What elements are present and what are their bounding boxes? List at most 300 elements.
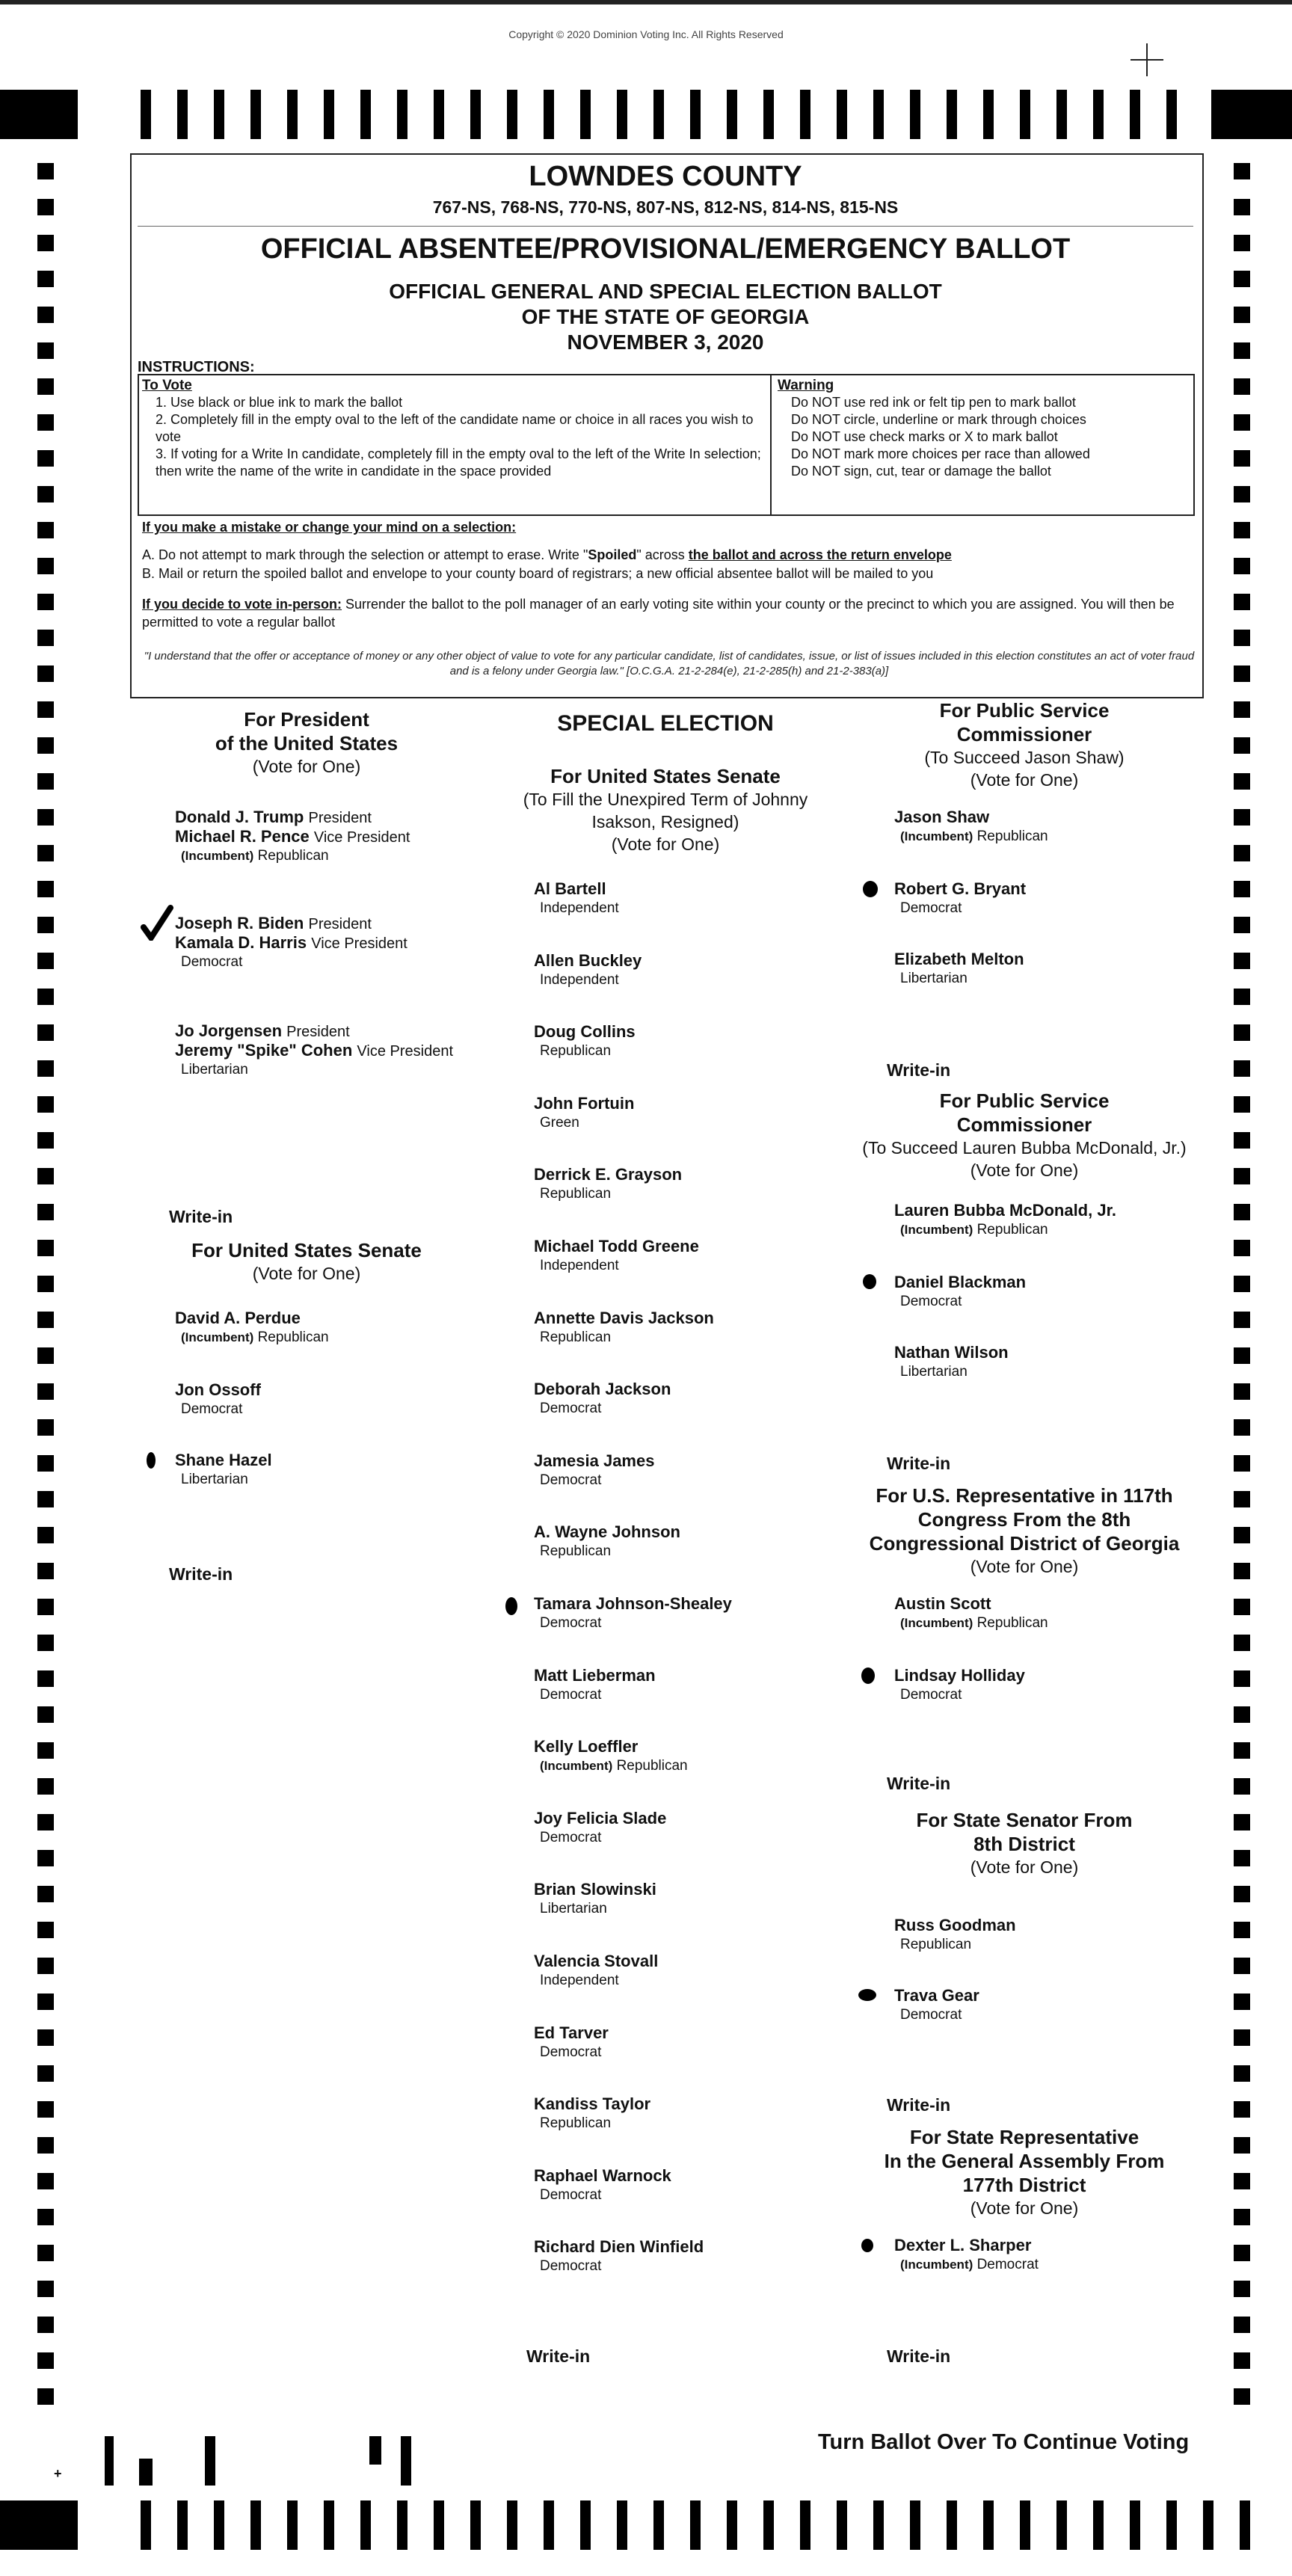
filled-oval-mark-icon (505, 1597, 517, 1615)
timing-bar (1020, 90, 1030, 139)
timing-mark (1234, 953, 1250, 969)
to-vote-step-3: 3. If voting for a Write In candidate, completely fill in the empty oval to the left of the Write In selection; then write the name of the write in candidate in the space provided (156, 446, 761, 479)
candidate-ossoff[interactable] (175, 1380, 261, 1419)
timing-mark (37, 307, 54, 323)
timing-mark (1234, 1922, 1250, 1938)
timing-mark (1234, 1419, 1250, 1436)
timing-mark (37, 1886, 54, 1902)
candidate-special-senate-5[interactable] (534, 1237, 699, 1276)
timing-mark (37, 1024, 54, 1041)
party-name: Republican (976, 1615, 1048, 1631)
candidate-special-senate-2[interactable] (534, 1022, 636, 1061)
writein-psc2[interactable]: Write-in (887, 1454, 951, 1473)
candidate-shaw[interactable] (894, 808, 1048, 846)
writein-psc1[interactable]: Write-in (887, 1060, 951, 1080)
timing-mark (37, 486, 54, 502)
candidate-name: Kelly Loeffler (534, 1737, 639, 1756)
timing-mark (1234, 737, 1250, 754)
timing-mark (1234, 199, 1250, 215)
timing-mark (1234, 845, 1250, 861)
party-name: Republican (976, 829, 1048, 844)
timing-block-left (0, 2500, 78, 2550)
candidate-party: Democrat (900, 1687, 962, 1703)
candidate-special-senate-13[interactable] (534, 1809, 666, 1848)
timing-mark (37, 1850, 54, 1866)
timing-mark (37, 1132, 54, 1149)
candidate-party: Libertarian (900, 971, 968, 986)
timing-mark (1234, 2137, 1250, 2154)
timing-mark (37, 1778, 54, 1795)
state-rep-vote-for: (Vote for One) (970, 2198, 1079, 2218)
timing-mark (1234, 630, 1250, 646)
timing-mark (1234, 2317, 1250, 2333)
timing-bar (690, 2500, 701, 2550)
timing-mark (1234, 1635, 1250, 1651)
timing-mark (1234, 2352, 1250, 2369)
writein-senate[interactable]: Write-in (169, 1564, 233, 1584)
timing-mark (1234, 378, 1250, 395)
incumbent-tag: (Incumbent) (900, 829, 973, 843)
copyright-notice: Copyright © 2020 Dominion Voting Inc. All Rights Reserved (508, 28, 784, 40)
timing-mark (1234, 414, 1250, 431)
timing-mark (37, 1814, 54, 1830)
party-name: Democrat (976, 2257, 1039, 2272)
candidate-special-senate-17[interactable] (534, 2094, 650, 2133)
candidate-trump-pence[interactable] (175, 808, 410, 866)
candidate-president-name (175, 1021, 453, 1041)
timing-bar (837, 2500, 847, 2550)
timing-mark (37, 881, 54, 897)
timing-mark (37, 2245, 54, 2261)
special-election-header (493, 712, 837, 736)
contest-special-senate-header (493, 764, 837, 855)
candidate-biden-harris[interactable] (175, 914, 407, 972)
candidate-role: Vice President (311, 935, 407, 952)
footer-code-bar (205, 2436, 215, 2486)
filled-oval-mark-icon (147, 1452, 156, 1469)
timing-mark (1234, 701, 1250, 718)
timing-mark (37, 1240, 54, 1256)
timing-bar (214, 2500, 224, 2550)
timing-mark (37, 271, 54, 287)
timing-mark (1234, 2388, 1250, 2405)
candidate-scott[interactable] (894, 1594, 1048, 1633)
psc1-vote-for: (Vote for One) (970, 770, 1079, 790)
incumbent-tag: (Incumbent) (181, 849, 254, 863)
candidate-special-senate-8[interactable] (534, 1451, 654, 1490)
psc2-sub: (To Succeed Lauren Bubba McDonald, Jr.) (862, 1138, 1187, 1158)
timing-mark (37, 2137, 54, 2154)
warning-4: Do NOT mark more choices per race than allowed (791, 446, 1090, 461)
election-title-line2: OF THE STATE OF GEORGIA (521, 305, 810, 328)
timing-mark (1234, 1347, 1250, 1364)
mistake-step-a-across: " across (636, 547, 689, 562)
ballot-type-title: OFFICIAL ABSENTEE/PROVISIONAL/EMERGENCY BALLOT (260, 233, 1071, 265)
incumbent-tag: (Incumbent) (900, 2257, 973, 2272)
candidate-party (894, 1614, 1048, 1633)
candidate-name: Ed Tarver (534, 2023, 609, 2042)
timing-mark (37, 235, 54, 251)
timing-mark (37, 845, 54, 861)
candidate-name: A. Wayne Johnson (534, 1522, 680, 1542)
candidate-role: President (308, 810, 372, 826)
candidate-goodman[interactable] (894, 1916, 1016, 1955)
precinct-list: 767-NS, 768-NS, 770-NS, 807-NS, 812-NS, 814-NS, 815-NS (432, 197, 899, 217)
timing-bar (470, 2500, 481, 2550)
bottom-timing-track (0, 2500, 1292, 2550)
timing-bar (324, 2500, 334, 2550)
timing-bar (983, 2500, 994, 2550)
timing-mark (1234, 2065, 1250, 2082)
timing-mark (37, 773, 54, 790)
timing-bar (910, 2500, 920, 2550)
candidate-party: Independent (540, 971, 619, 988)
timing-bar (397, 2500, 407, 2550)
to-vote-instructions (142, 377, 763, 480)
candidate-special-senate-1[interactable] (534, 951, 642, 990)
warning-5: Do NOT sign, cut, tear or damage the ballot (791, 464, 1051, 479)
psc2-title-1: For Public Service (939, 1089, 1110, 1112)
timing-bar (983, 90, 994, 139)
instructions-label: INSTRUCTIONS: (138, 359, 255, 375)
timing-mark (1234, 1670, 1250, 1687)
party-name: Republican (976, 1222, 1048, 1238)
writein-state-senate[interactable]: Write-in (887, 2095, 951, 2115)
candidate-blackman[interactable] (894, 1273, 1026, 1312)
timing-mark (1234, 2281, 1250, 2297)
candidate-party: Democrat (540, 2258, 602, 2275)
candidate-special-senate-12[interactable] (534, 1737, 688, 1776)
timing-mark (1234, 1527, 1250, 1543)
timing-bar (800, 2500, 810, 2550)
writein-congress[interactable]: Write-in (887, 1774, 951, 1793)
timing-mark (1234, 1742, 1250, 1759)
timing-mark (1234, 1060, 1250, 1077)
mistake-step-a-emphasis: the ballot and across the return envelope (688, 547, 952, 562)
timing-bar (360, 90, 371, 139)
candidate-vp-name (175, 1041, 453, 1060)
candidate-special-senate-14[interactable] (534, 1880, 656, 1919)
candidate-name: Elizabeth Melton (894, 950, 1024, 968)
warning-3: Do NOT use check marks or X to mark ballot (791, 429, 1058, 444)
candidate-name: Doug Collins (534, 1022, 636, 1042)
timing-bar (947, 2500, 957, 2550)
candidate-melton[interactable] (894, 950, 1024, 989)
candidate-name: Allen Buckley (534, 950, 642, 970)
candidate-name: Dexter L. Sharper (894, 2236, 1032, 2254)
state-senate-vote-for: (Vote for One) (970, 1857, 1079, 1877)
warning-heading: Warning (778, 378, 834, 393)
president-title-2: of the United States (215, 732, 399, 754)
timing-mark (37, 989, 54, 1005)
candidate-party: Democrat (540, 1686, 602, 1703)
congress-title-3: Congressional District of Georgia (869, 1532, 1180, 1555)
candidate-holliday[interactable] (894, 1666, 1025, 1705)
timing-bar (1093, 2500, 1104, 2550)
special-senate-title: For United States Senate (550, 765, 781, 787)
candidate-name: Jeremy "Spike" Cohen (175, 1041, 353, 1060)
timing-mark (37, 1670, 54, 1687)
candidate-mcdonald[interactable] (894, 1201, 1116, 1240)
filled-oval-mark-icon (861, 1667, 875, 1684)
candidate-special-senate-7[interactable] (534, 1380, 671, 1418)
candidate-name: Daniel Blackman (894, 1273, 1027, 1291)
state-rep-title-1: For State Representative (909, 2126, 1139, 2148)
timing-mark (37, 1958, 54, 1974)
candidate-name: Matt Lieberman (534, 1665, 656, 1685)
timing-mark (1234, 1491, 1250, 1507)
timing-mark (1234, 486, 1250, 502)
candidate-name: Richard Dien Winfield (534, 2237, 704, 2257)
timing-bar (653, 90, 664, 139)
timing-mark (37, 1599, 54, 1615)
timing-bar (544, 90, 554, 139)
candidate-name: John Fortuin (534, 1093, 635, 1113)
timing-mark (37, 1168, 54, 1184)
candidate-name: Al Bartell (534, 879, 606, 898)
candidate-special-senate-11[interactable] (534, 1666, 656, 1705)
candidate-special-senate-4[interactable] (534, 1165, 682, 1204)
timing-mark (1234, 235, 1250, 251)
footer-code-bar (369, 2436, 381, 2465)
election-title-line1: OFFICIAL GENERAL AND SPECIAL ELECTION BALLOT (389, 280, 942, 303)
senate-title: For United States Senate (191, 1239, 422, 1261)
timing-mark (37, 701, 54, 718)
candidate-special-senate-3[interactable] (534, 1094, 634, 1133)
timing-mark (1234, 1850, 1250, 1866)
timing-block-right (1211, 90, 1292, 139)
timing-bar (800, 90, 810, 139)
timing-mark (37, 1204, 54, 1220)
timing-mark (37, 2352, 54, 2369)
candidate-special-senate-19[interactable] (534, 2237, 704, 2276)
timing-bar (214, 90, 224, 139)
candidate-party: Libertarian (181, 1062, 248, 1078)
candidate-role: Vice President (357, 1043, 454, 1060)
special-senate-sub-2: Isakson, Resigned) (591, 812, 739, 831)
timing-mark (1234, 163, 1250, 179)
timing-bar (947, 90, 957, 139)
candidate-wilson[interactable] (894, 1343, 1009, 1382)
psc2-title-2: Commissioner (956, 1113, 1092, 1136)
checkmark-vote-mark-icon (141, 905, 173, 941)
congress-title-1: For U.S. Representative in 117th (876, 1484, 1173, 1507)
timing-mark (37, 2209, 54, 2225)
senate-vote-for: (Vote for One) (252, 1264, 361, 1283)
candidate-special-senate-9[interactable] (534, 1522, 680, 1561)
congress-vote-for: (Vote for One) (970, 1557, 1079, 1576)
candidate-name: Trava Gear (894, 1986, 979, 2005)
top-border-line (0, 0, 1292, 4)
timing-bar (544, 2500, 554, 2550)
timing-mark (1234, 773, 1250, 790)
psc1-title-1: For Public Service (939, 699, 1110, 722)
candidate-party: Democrat (540, 1401, 602, 1417)
candidate-special-senate-16[interactable] (534, 2023, 609, 2062)
candidate-party: Democrat (900, 900, 962, 916)
timing-mark (37, 737, 54, 754)
timing-mark (37, 1742, 54, 1759)
timing-mark (37, 665, 54, 682)
warning-1: Do NOT use red ink or felt tip pen to mark ballot (791, 395, 1076, 410)
candidate-perdue[interactable] (175, 1309, 329, 1347)
party-name: Republican (257, 1330, 329, 1345)
filled-oval-mark-icon (858, 1989, 876, 2001)
timing-bar (434, 2500, 444, 2550)
candidate-name: Jo Jorgensen (175, 1021, 283, 1040)
timing-mark (1234, 1383, 1250, 1400)
timing-mark (1234, 2029, 1250, 2046)
candidate-name: Austin Scott (894, 1594, 991, 1613)
timing-mark (37, 1706, 54, 1723)
timing-mark (37, 1312, 54, 1328)
timing-mark (37, 1491, 54, 1507)
timing-mark (37, 2317, 54, 2333)
state-rep-title-3: 177th District (962, 2174, 1086, 2196)
timing-mark (37, 1563, 54, 1579)
candidate-party (894, 827, 1048, 846)
in-person-heading: If you decide to vote in-person: (142, 597, 342, 612)
timing-mark (37, 1635, 54, 1651)
timing-mark (1234, 1312, 1250, 1328)
timing-mark (37, 1455, 54, 1472)
candidate-name: Lindsay Holliday (894, 1666, 1025, 1685)
timing-mark (37, 199, 54, 215)
timing-bar (250, 90, 261, 139)
timing-bar (287, 90, 298, 139)
candidate-role: President (308, 916, 372, 932)
timing-bar (727, 2500, 737, 2550)
turn-ballot-over-note: Turn Ballot Over To Continue Voting (818, 2430, 1190, 2454)
timing-mark (1234, 1276, 1250, 1292)
incumbent-tag: (Incumbent) (900, 1616, 973, 1630)
timing-mark (37, 342, 54, 359)
candidate-name: Michael Todd Greene (534, 1237, 699, 1255)
candidate-bryant[interactable] (894, 879, 1026, 918)
president-title-1: For President (244, 708, 369, 731)
timing-mark (1234, 1778, 1250, 1795)
timing-mark (37, 522, 54, 538)
in-person-text: Surrender the ballot to the poll manager of an early voting site within your county or the precinct to which you are assigned. You will then be permitted to vote a regular ballot (142, 597, 1175, 630)
timing-bar (653, 2500, 664, 2550)
candidate-special-senate-18[interactable] (534, 2166, 671, 2205)
candidate-special-senate-15[interactable] (534, 1952, 658, 1991)
candidate-gear[interactable] (894, 1986, 979, 2025)
contest-psc2-header (860, 1089, 1189, 1181)
candidate-name: Lauren Bubba McDonald, Jr. (894, 1201, 1117, 1220)
timing-mark (37, 450, 54, 467)
psc1-sub: (To Succeed Jason Shaw) (924, 748, 1125, 767)
timing-mark (1234, 558, 1250, 574)
timing-mark (37, 2281, 54, 2297)
timing-mark (37, 1096, 54, 1113)
state-rep-title-2: In the General Assembly From (884, 2150, 1165, 2172)
candidate-role: President (286, 1024, 350, 1040)
incumbent-tag: (Incumbent) (540, 1759, 613, 1774)
candidate-party: Independent (540, 1258, 619, 1273)
timing-mark (37, 630, 54, 646)
candidate-special-senate-10[interactable] (534, 1594, 732, 1633)
to-vote-heading: To Vote (142, 378, 192, 393)
candidate-name: Robert G. Bryant (894, 879, 1027, 898)
timing-bar (910, 90, 920, 139)
timing-mark (37, 2065, 54, 2082)
timing-mark (1234, 1886, 1250, 1902)
filled-oval-mark-icon (861, 2239, 873, 2252)
candidate-name: Jamesia James (534, 1451, 655, 1470)
candidate-name: Kandiss Taylor (534, 2094, 651, 2114)
candidate-special-senate-6[interactable] (534, 1309, 714, 1347)
timing-mark (1234, 989, 1250, 1005)
writein-special-senate[interactable]: Write-in (526, 2346, 591, 2366)
warning-2: Do NOT circle, underline or mark through choices (791, 412, 1086, 427)
candidate-party: Libertarian (900, 1364, 968, 1380)
contest-psc1-header (860, 698, 1189, 791)
candidate-party (175, 1328, 329, 1347)
timing-mark (1234, 307, 1250, 323)
candidate-party: Green (540, 1114, 579, 1131)
timing-mark (1234, 271, 1250, 287)
incumbent-tag: (Incumbent) (181, 1330, 254, 1344)
footer-code-bar (139, 2459, 153, 2486)
timing-bar (1166, 2500, 1177, 2550)
candidate-party: Republican (540, 1543, 612, 1560)
candidate-name: Deborah Jackson (534, 1380, 671, 1399)
timing-mark (1234, 2209, 1250, 2225)
special-senate-vote-for: (Vote for One) (611, 834, 720, 854)
candidate-special-senate-0[interactable] (534, 879, 619, 918)
timing-bar (763, 2500, 774, 2550)
timing-bar (1093, 90, 1104, 139)
timing-mark (37, 2388, 54, 2405)
writein-state-rep[interactable]: Write-in (887, 2346, 951, 2366)
timing-mark (1234, 450, 1250, 467)
legal-notice: "I understand that the offer or acceptance of money or any other object of value to vote for any particular candidate, list of candidates, issue, or list of issues included in this election constitutes an act of voter fraud and is a felony under Georgia law." [O.C.G.A. 21-2-284(e), 21-2-285(h) and 21-2-383(a)] (144, 650, 1195, 677)
writein-president[interactable]: Write-in (169, 1207, 233, 1226)
timing-mark (37, 1527, 54, 1543)
timing-mark (1234, 1599, 1250, 1615)
psc1-title-2: Commissioner (956, 723, 1092, 746)
candidate-president-name (175, 808, 410, 827)
mistake-heading (142, 518, 1196, 536)
candidate-party: Democrat (900, 2007, 962, 2023)
candidate-party: Republican (540, 1329, 612, 1345)
top-timing-track (0, 90, 1292, 139)
timing-mark (1234, 2173, 1250, 2189)
contest-senate-header (150, 1238, 464, 1285)
timing-mark (1234, 522, 1250, 538)
candidate-party: Libertarian (181, 1472, 248, 1487)
timing-mark (1234, 2245, 1250, 2261)
candidate-hazel[interactable] (175, 1451, 272, 1490)
timing-bar (873, 2500, 884, 2550)
timing-mark (37, 1276, 54, 1292)
candidate-party: Republican (540, 1186, 612, 1202)
county-name: LOWNDES COUNTY (529, 161, 802, 192)
in-person-instructions (142, 595, 1196, 631)
candidate-sharper[interactable] (894, 2236, 1039, 2275)
candidate-name: Joy Felicia Slade (534, 1808, 667, 1828)
spoiled-word: Spoiled (588, 547, 637, 562)
timing-mark (37, 1060, 54, 1077)
candidate-party (894, 1220, 1116, 1240)
candidate-jorgensen-cohen[interactable] (175, 1021, 453, 1080)
candidate-party: Democrat (900, 1294, 962, 1309)
party-name: Republican (257, 848, 329, 864)
timing-bar (1166, 90, 1177, 139)
candidate-party: Republican (540, 2115, 612, 2132)
timing-bar (1056, 90, 1067, 139)
